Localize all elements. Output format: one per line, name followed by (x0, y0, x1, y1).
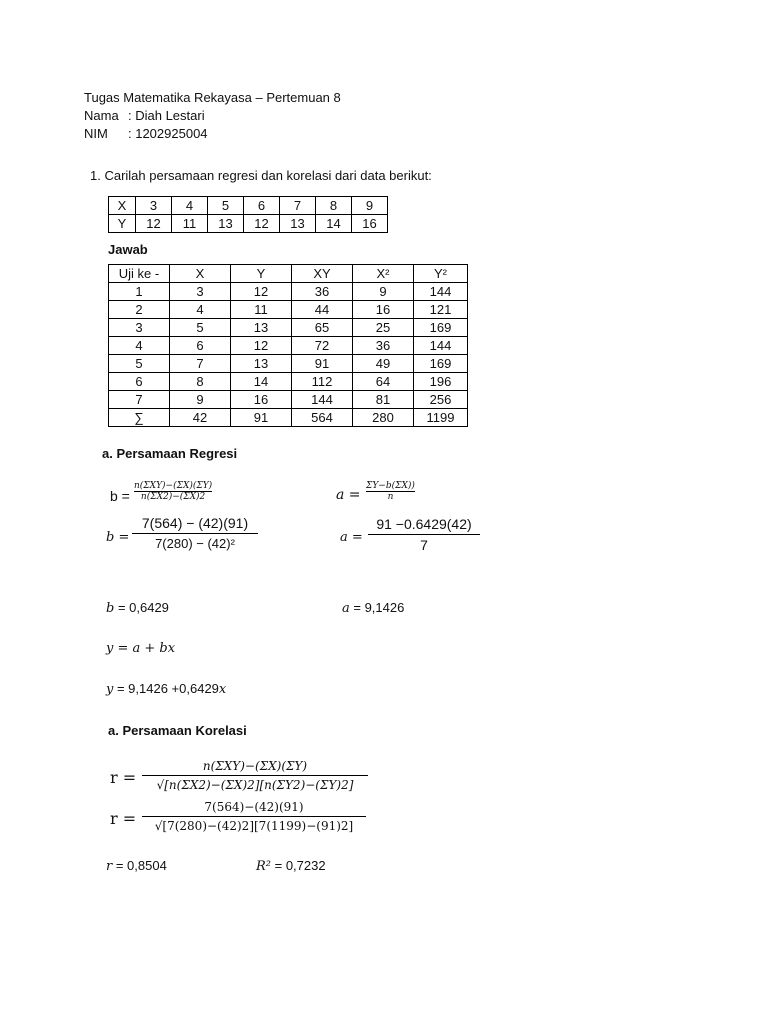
calc-header-cell: Uji ke - (109, 265, 170, 283)
section-regression-heading: a. Persamaan Regresi (102, 446, 238, 461)
r-squared-var: R² (256, 859, 271, 874)
data-table-cell: 7 (280, 197, 316, 215)
a-result-value: = 9,1426 (349, 600, 405, 615)
fraction-bar (368, 534, 480, 535)
table-cell: 7 (109, 391, 170, 409)
regression-y-var: y (106, 682, 114, 697)
r-result-value: = 0,8504 (112, 858, 167, 873)
a-formula-lhs: a = (336, 487, 361, 503)
data-table-cell: 8 (316, 197, 352, 215)
table-cell: 7 (170, 355, 231, 373)
table-row (109, 373, 468, 391)
table-cell: 4 (109, 337, 170, 355)
table-row (109, 301, 468, 319)
table-cell: 14 (231, 373, 292, 391)
table-cell: 91 (292, 355, 353, 373)
b-sub-fraction (132, 515, 258, 551)
a-formula-fraction (366, 481, 415, 502)
section-correlation-heading: a. Persamaan Korelasi (108, 723, 247, 738)
table-cell: 4 (170, 301, 231, 319)
a-formula-denominator: n (387, 492, 394, 502)
table-cell: 6 (109, 373, 170, 391)
table-cell: 25 (353, 319, 414, 337)
table-cell: 36 (292, 283, 353, 301)
b-formula-fraction (134, 481, 212, 502)
table-cell: 42 (170, 409, 231, 427)
data-table-cell: 13 (280, 215, 316, 233)
table-row (109, 319, 468, 337)
r-formula-lhs: r = (110, 768, 137, 787)
table-cell: 72 (292, 337, 353, 355)
calc-header-cell: XY (292, 265, 353, 283)
table-cell: 144 (292, 391, 353, 409)
calc-table-header (109, 265, 468, 283)
b-formula-numerator: n(ΣXY)−(ΣX)(ΣY) (134, 481, 213, 491)
r-formula-fraction (142, 759, 368, 792)
nama-value: : Diah Lestari (128, 108, 205, 123)
data-table-cell: 9 (352, 197, 388, 215)
table-cell: 44 (292, 301, 353, 319)
data-table-cell: 13 (208, 215, 244, 233)
b-result-var: b (106, 601, 115, 616)
table-cell: 64 (353, 373, 414, 391)
table-cell: 9 (170, 391, 231, 409)
table-cell: 169 (414, 319, 468, 337)
data-table-cell: 3 (136, 197, 172, 215)
table-cell: 144 (414, 283, 468, 301)
nama-label: Nama (84, 108, 119, 123)
nim-value: : 1202925004 (128, 126, 208, 141)
b-result (106, 600, 169, 616)
table-row (109, 391, 468, 409)
data-table-row-x (109, 197, 388, 215)
data-table-cell: 14 (316, 215, 352, 233)
table-cell: 13 (231, 355, 292, 373)
table-cell: 91 (231, 409, 292, 427)
data-table-cell: 5 (208, 197, 244, 215)
r-sub-denominator: √[7(280)−(42)2][7(1199)−(91)2] (154, 819, 354, 833)
r-sub-numerator: 7(564)−(42)(91) (204, 800, 304, 814)
table-cell: 36 (353, 337, 414, 355)
table-cell: 256 (414, 391, 468, 409)
table-cell: 9 (353, 283, 414, 301)
data-table-cell: 4 (172, 197, 208, 215)
table-row (109, 283, 468, 301)
table-cell: 5 (170, 319, 231, 337)
table-row (109, 355, 468, 373)
calc-header-cell: Y (231, 265, 292, 283)
doc-title: Tugas Matematika Rekayasa – Pertemuan 8 (84, 90, 341, 105)
table-cell: 11 (231, 301, 292, 319)
data-table-cell: 12 (136, 215, 172, 233)
regression-equation (106, 681, 226, 697)
fraction-bar (132, 533, 258, 534)
data-table-y-label: Y (109, 215, 136, 233)
r-result (106, 858, 167, 874)
a-sub-numerator: 91 −0.6429(42) (376, 516, 472, 532)
table-cell: 1 (109, 283, 170, 301)
r-sub-fraction (142, 800, 366, 833)
table-cell: ∑ (109, 409, 170, 427)
table-cell: 121 (414, 301, 468, 319)
a-formula-numerator: ΣY−b(ΣX)) (366, 481, 415, 491)
table-cell: 13 (231, 319, 292, 337)
table-cell: 3 (109, 319, 170, 337)
table-cell: 81 (353, 391, 414, 409)
b-sub-denominator: 7(280) − (42)² (155, 536, 235, 551)
data-table-cell: 11 (172, 215, 208, 233)
b-sub-lhs: b = (106, 530, 130, 545)
question-text: 1. Carilah persamaan regresi dan korelasi dari data berikut: (90, 168, 432, 183)
table-cell: 3 (170, 283, 231, 301)
r-sub-lhs: r = (110, 809, 137, 828)
table-cell: 6 (170, 337, 231, 355)
regression-general-equation: y = a + bx (106, 641, 176, 656)
table-cell: 8 (170, 373, 231, 391)
jawab-heading: Jawab (108, 242, 148, 257)
table-cell: 169 (414, 355, 468, 373)
b-formula-lhs: b = (110, 488, 130, 504)
regression-x-var: x (218, 682, 227, 697)
table-row-total (109, 409, 468, 427)
table-cell: 564 (292, 409, 353, 427)
table-cell: 196 (414, 373, 468, 391)
table-cell: 16 (353, 301, 414, 319)
table-cell: 1199 (414, 409, 468, 427)
table-cell: 280 (353, 409, 414, 427)
b-sub-numerator: 7(564) − (42)(91) (141, 515, 249, 531)
regression-values: = 9,1426 +0,6429 (113, 681, 219, 696)
calc-header-cell: X² (353, 265, 414, 283)
table-cell: 5 (109, 355, 170, 373)
table-cell: 12 (231, 283, 292, 301)
table-cell: 16 (231, 391, 292, 409)
r-result-var: r (106, 859, 113, 874)
data-table (108, 196, 388, 233)
data-table-cell: 16 (352, 215, 388, 233)
r-squared-result (256, 858, 326, 874)
calc-header-cell: X (170, 265, 231, 283)
a-sub-lhs: a = (340, 530, 363, 545)
table-cell: 2 (109, 301, 170, 319)
a-result-var: a (342, 601, 350, 616)
table-cell: 144 (414, 337, 468, 355)
b-formula-denominator: n(ΣX2)−(ΣX)2 (140, 492, 206, 502)
table-cell: 12 (231, 337, 292, 355)
fraction-bar (142, 816, 366, 817)
table-cell: 112 (292, 373, 353, 391)
a-sub-fraction (368, 516, 480, 553)
r-formula-denominator: √[n(ΣX2)−(ΣX)2][n(ΣY2)−(ΣY)2] (156, 778, 354, 792)
r-squared-value: = 0,7232 (271, 858, 326, 873)
b-result-value: = 0,6429 (114, 600, 169, 615)
table-cell: 65 (292, 319, 353, 337)
nim-label: NIM (84, 126, 108, 141)
a-sub-denominator: 7 (420, 537, 428, 553)
r-formula-numerator: n(ΣXY)−(ΣX)(ΣY) (202, 759, 308, 773)
calc-header-cell: Y² (414, 265, 468, 283)
data-table-x-label: X (109, 197, 136, 215)
data-table-cell: 12 (244, 215, 280, 233)
a-result (342, 600, 404, 616)
data-table-row-y (109, 215, 388, 233)
data-table-cell: 6 (244, 197, 280, 215)
table-row (109, 337, 468, 355)
fraction-bar (142, 775, 368, 776)
table-cell: 49 (353, 355, 414, 373)
calc-table (108, 264, 468, 427)
